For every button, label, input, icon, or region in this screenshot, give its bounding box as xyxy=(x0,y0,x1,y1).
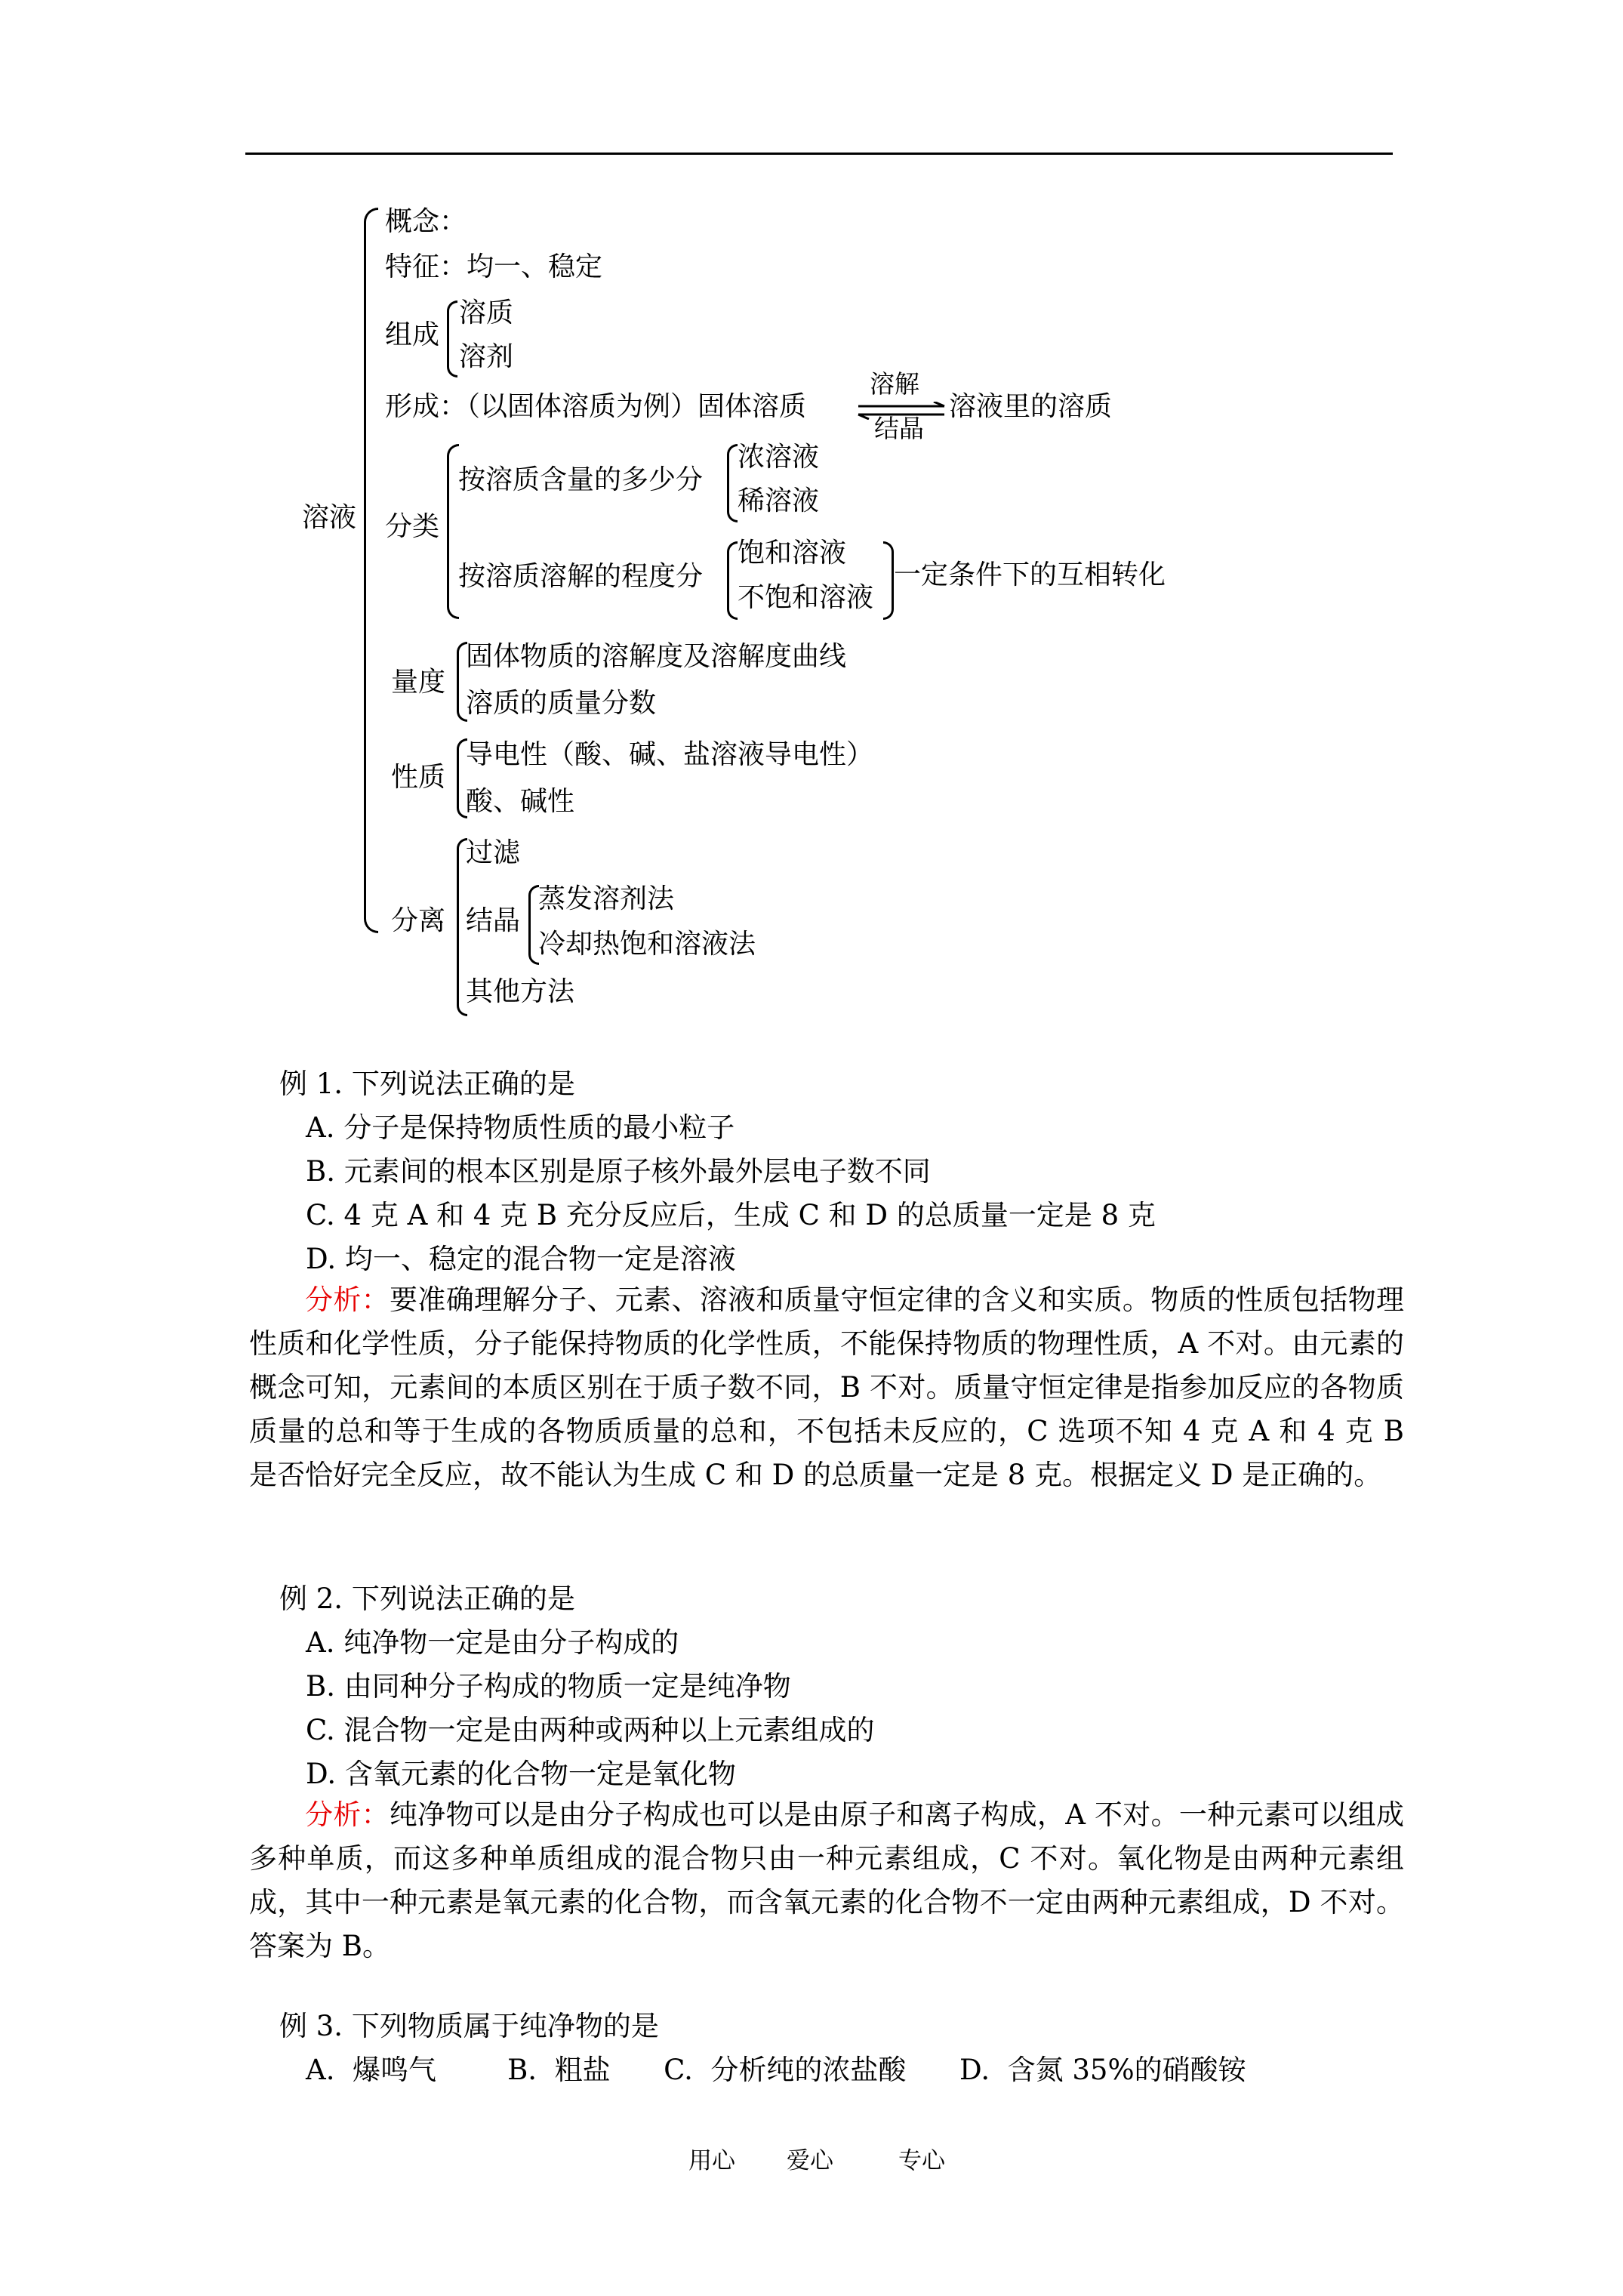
root-brace xyxy=(364,208,378,933)
diagram-xingzhi: 性质 xyxy=(391,762,446,793)
arrow-label-top: 溶解 xyxy=(870,369,919,399)
fenlei1-brace xyxy=(727,444,738,522)
diagram-xingcheng: 形成：（以固体溶质为例）固体溶质 xyxy=(385,391,807,422)
diagram-liangdu1: 固体物质的溶解度及溶解度曲线 xyxy=(466,641,847,672)
diagram-zucheng: 组成 xyxy=(385,319,440,350)
diagram-lengque: 冷却热饱和溶液法 xyxy=(538,929,756,960)
diagram-baohe: 饱和溶液 xyxy=(738,538,847,569)
diagram-rongji: 溶剂 xyxy=(459,341,514,372)
fenlei-brace xyxy=(447,444,459,619)
ex3-question: 例 3. 下列物质属于纯净物的是 xyxy=(279,2010,659,2042)
diagram-xingzhi2: 酸、碱性 xyxy=(466,786,575,817)
ex1-option-d: D. 均一、稳定的混合物一定是溶液 xyxy=(306,1243,736,1275)
ex2-option-c: C. 混合物一定是由两种或两种以上元素组成的 xyxy=(306,1714,875,1746)
ex2-analysis-text: 纯净物可以是由分子构成也可以是由原子和离子构成，A 不对。一种元素可以组成多种单质，而这多种单质组成的混合物只由一种元素组成，C 不对。氧化物是由两种元素组成，其中一种元素是氧元素的化合物，而含氧元素的化合物不一定由两种元素组成，D 不对。答案为 B。 xyxy=(249,1798,1405,1962)
ex2-analysis xyxy=(249,1793,1404,1968)
footer-aixin: 爱心 xyxy=(787,2147,833,2174)
ex2-question: 例 2. 下列说法正确的是 xyxy=(279,1583,575,1615)
jiejing-brace xyxy=(528,885,539,965)
ex1-option-c: C. 4 克 A 和 4 克 B 充分反应后，生成 C 和 D 的总质量一定是 8 克 xyxy=(306,1199,1156,1231)
ex1-analysis xyxy=(249,1278,1404,1497)
arrow-label-bottom: 结晶 xyxy=(874,414,924,443)
diagram-guolv: 过滤 xyxy=(466,837,521,868)
header-rule xyxy=(245,153,1393,155)
ex1-analysis-label: 分析： xyxy=(305,1284,390,1316)
ex2-option-b: B. 由同种分子构成的物质一定是纯净物 xyxy=(306,1670,791,1703)
footer-zhuanxin: 专心 xyxy=(898,2147,945,2174)
zucheng-brace xyxy=(447,300,457,378)
footer-yongxin: 用心 xyxy=(688,2147,735,2174)
diagram-rongzhi: 溶质 xyxy=(459,297,514,328)
diagram-fenlei1: 按溶质含量的多少分 xyxy=(458,464,704,495)
diagram-zhuanhua: 一定条件下的互相转化 xyxy=(894,559,1166,590)
ex2-option-d: D. 含氧元素的化合物一定是氧化物 xyxy=(306,1758,736,1790)
ex1-analysis-text: 要准确理解分子、元素、溶液和质量守恒定律的含义和实质。物质的性质包括物理性质和化学性质，分子能保持物质的化学性质，不能保持物质的物理性质，A 不对。由元素的概念可知，元素间的本质区别在于质子数不同，B 不对。质量守恒定律是指参加反应的各物质质量的总和等于生成的各物质质量的总和，不包括未反应的，C 选项不知 4 克 A 和 4 克 B 是否恰好完全反应，故不能认为生成 C 和 D 的总质量一定是 8 克。根据定义 D 是正确的。 xyxy=(249,1284,1405,1491)
ex3-options: A. 爆鸣气 B. 粗盐 C. 分析纯的浓盐酸 D. 含氮 35%的硝酸铵 xyxy=(306,2054,1246,2086)
ex1-option-a: A. 分子是保持物质性质的最小粒子 xyxy=(306,1111,735,1144)
diagram-qita: 其他方法 xyxy=(466,976,575,1007)
diagram-gainian: 概念： xyxy=(385,206,467,237)
diagram-jiejing: 结晶 xyxy=(466,905,521,936)
diagram-root: 溶液 xyxy=(302,502,357,533)
diagram-zhengfa: 蒸发溶剂法 xyxy=(538,883,675,914)
diagram-liangdu2: 溶质的质量分数 xyxy=(466,688,657,719)
diagram-xingcheng-end: 溶液里的溶质 xyxy=(949,391,1113,422)
diagram-fenli: 分离 xyxy=(391,905,446,936)
ex1-option-b: B. 元素间的根本区别是原子核外最外层电子数不同 xyxy=(306,1155,931,1188)
zhuanhua-brace xyxy=(883,541,894,620)
diagram-xingzhi1: 导电性（酸、碱、盐溶液导电性） xyxy=(466,739,874,770)
diagram-fenlei2: 按溶质溶解的程度分 xyxy=(458,561,704,592)
ex1-question: 例 1. 下列说法正确的是 xyxy=(279,1068,575,1100)
ex2-analysis-label: 分析： xyxy=(305,1798,390,1831)
diagram-bubaohe: 不饱和溶液 xyxy=(738,582,874,613)
fenlei2-brace xyxy=(727,541,738,620)
diagram-liangdu: 量度 xyxy=(391,667,446,698)
diagram-xi: 稀溶液 xyxy=(738,485,820,516)
diagram-nong: 浓溶液 xyxy=(738,442,820,473)
diagram-fenlei: 分类 xyxy=(385,511,440,542)
diagram-tezheng: 特征：均一、稳定 xyxy=(385,251,603,282)
ex2-option-a: A. 纯净物一定是由分子构成的 xyxy=(306,1626,679,1659)
